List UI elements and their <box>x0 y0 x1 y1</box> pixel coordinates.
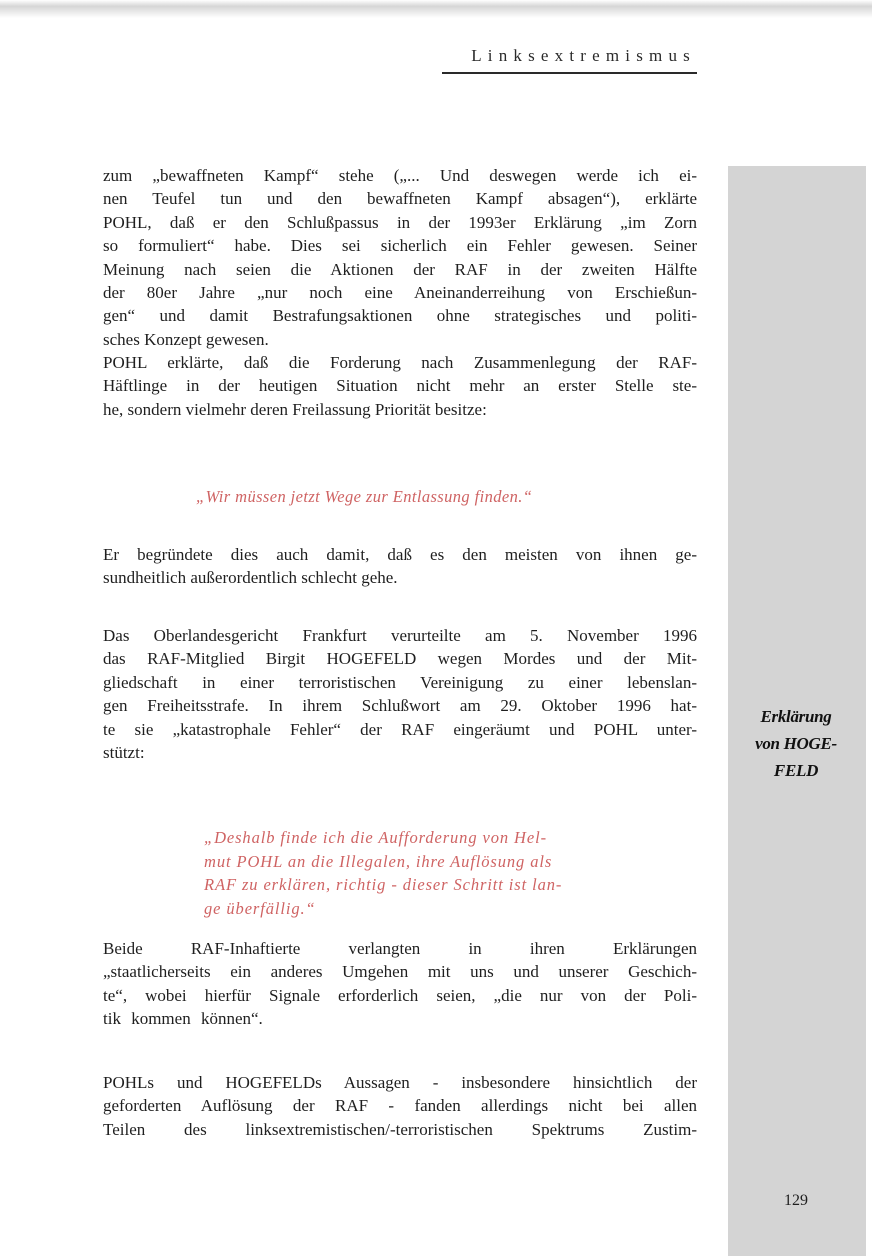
margin-note-line: von HOGE- <box>755 734 837 753</box>
page-number: 129 <box>784 1192 808 1209</box>
text-line: POHL erklärte, daß die Forderung nach Zusammenlegung der RAF- <box>103 353 697 372</box>
text-line: POHL, daß er den Schlußpassus in der 1993er Erklärung „im Zorn <box>103 212 697 232</box>
text-line: gliedschaft in einer terroristischen Vereinigung zu einer lebenslan- <box>103 672 697 692</box>
quote-line: „Deshalb finde ich die Aufforderung von Hel- <box>204 828 547 847</box>
text-line: Beide RAF-Inhaftierte verlangten in ihren Erklärungen <box>103 939 697 958</box>
text-line: nen Teufel tun und den bewaffneten Kampf absagen“), erklärte <box>103 189 697 209</box>
text-line: te“, wobei hierfür Signale erforderlich seien, „die nur von der Poli- <box>103 985 697 1005</box>
text-line: Meinung nach seien die Aktionen der RAF in der zweiten Hälfte <box>103 259 697 279</box>
paragraph-hogefeld-verdict <box>103 624 697 764</box>
text-line: te sie „katastrophale Fehler“ der RAF eingeräumt und POHL unter- <box>103 719 697 739</box>
scan-top-edge <box>0 0 872 18</box>
text-line: sches Konzept gewesen. <box>103 329 269 349</box>
running-head-rule <box>442 72 697 74</box>
text-line: gen“ und damit Bestrafungsaktionen ohne strategisches und politi- <box>103 306 697 326</box>
paragraph-health <box>103 543 697 590</box>
text-line: Das Oberlandesgericht Frankfurt verurteilte am 5. November 1996 <box>103 626 697 645</box>
text-line: zum „bewaffneten Kampf“ stehe („... Und deswegen werde ich ei- <box>103 166 697 185</box>
text-line: he, sondern vielmehr deren Freilassung Priorität besitze: <box>103 399 487 419</box>
margin-note <box>732 703 860 784</box>
margin-note-line: FELD <box>773 761 819 780</box>
text-line: geforderten Auflösung der RAF - fanden allerdings nicht bei allen <box>103 1096 697 1116</box>
text-line: der 80er Jahre „nur noch eine Aneinanderreihung von Erschießun- <box>103 283 697 303</box>
text-line: das RAF-Mitglied Birgit HOGEFELD wegen Mordes und der Mit- <box>103 649 697 669</box>
text-line: Häftlinge in der heutigen Situation nicht mehr an erster Stelle ste- <box>103 376 697 396</box>
quote-line: mut POHL an die Illegalen, ihre Auflösung als <box>204 851 553 871</box>
text-line: sundheitlich außerordentlich schlecht gehe. <box>103 568 398 588</box>
quote-hogefeld <box>204 826 624 920</box>
quote-pohl: „Wir müssen jetzt Wege zur Entlassung finden.“ <box>196 487 533 506</box>
paragraph-pohl-statement <box>103 164 697 351</box>
text-line: so formuliert“ habe. Dies sei sicherlich ein Fehler gewesen. Seiner <box>103 236 697 256</box>
text-line: gen Freiheitsstrafe. In ihrem Schlußwort am 29. Oktober 1996 hat- <box>103 696 697 716</box>
text-line: POHLs und HOGEFELDs Aussagen - insbesondere hinsichtlich der <box>103 1073 697 1092</box>
paragraph-pohl-release <box>103 351 697 421</box>
margin-note-line: Erklärung <box>760 707 832 726</box>
text-line: Er begründete dies auch damit, daß es den meisten von ihnen ge- <box>103 545 697 564</box>
paragraph-reception <box>103 1071 697 1141</box>
text-line: tik kommen können“. <box>103 1009 263 1029</box>
text-line: stützt: <box>103 743 145 763</box>
quote-line: RAF zu erklären, richtig - dieser Schritt ist lan- <box>204 875 563 894</box>
quote-line: ge überfällig.“ <box>204 898 316 918</box>
paragraph-both-prisoners <box>103 937 697 1031</box>
text-line: „staatlicherseits ein anderes Umgehen mit uns und unserer Geschich- <box>103 962 697 982</box>
text-line: Teilen des linksextremistischen/-terroristischen Spektrums Zustim- <box>103 1119 697 1139</box>
running-head: Linksextremismus <box>471 46 696 65</box>
